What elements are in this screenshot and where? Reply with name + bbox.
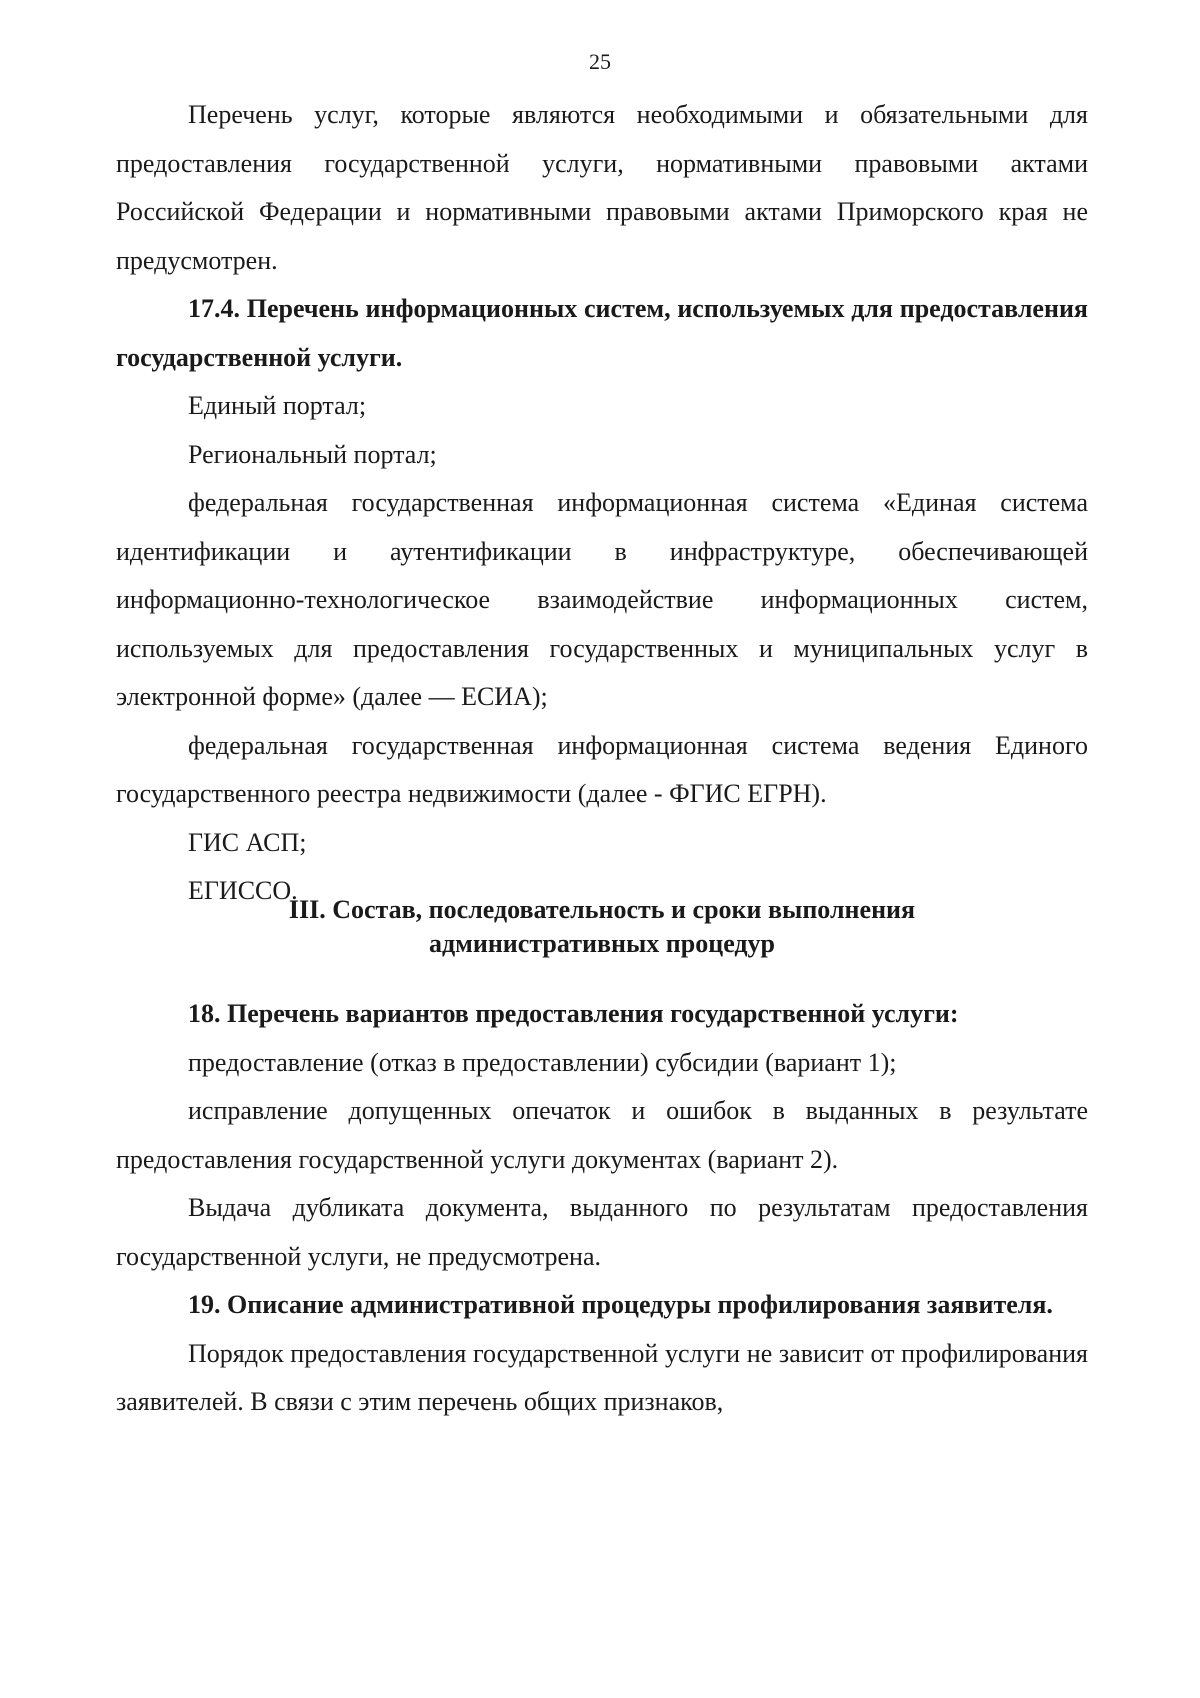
text-block-bottom xyxy=(116,990,1088,1427)
paragraph-duplicate-not-provided: Выдача дубликата документа, выданного по результатам предоставления государственной услуги, не предусмотрена. xyxy=(116,1193,1088,1271)
section-title-line-2: административных процедур xyxy=(428,929,776,958)
page-number: 25 xyxy=(589,49,611,74)
list-item-fgis-egrn: федеральная государственная информационная система ведения Единого государственного реестра недвижимости (далее - ФГИС ЕГРН). xyxy=(116,730,1088,808)
list-item-unified-portal: Единый портал; xyxy=(188,391,367,420)
variant-2-item: исправление допущенных опечаток и ошибок в выданных в результате предоставления государственной услуги документах (вариант 2). xyxy=(116,1096,1088,1174)
heading-18: 18. Перечень вариантов предоставления государственной услуги: xyxy=(188,999,959,1028)
variant-1-item: предоставление (отказ в предоставлении) субсидии (вариант 1); xyxy=(188,1047,897,1077)
paragraph-services-not-provided: Перечень услуг, которые являются необходимыми и обязательными для предоставления государственной услуги, нормативными правовыми актами Российской Федерации и нормативными правовыми актами Приморского края не предусмотрен. xyxy=(116,100,1088,275)
section-title xyxy=(116,893,1088,961)
heading-17-4: 17.4. Перечень информационных систем, используемых для предоставления государственной услуги. xyxy=(116,294,1088,372)
list-item-gis-asp: ГИС АСП; xyxy=(188,827,307,857)
list-item-egisso: ЕГИССО. xyxy=(188,876,298,905)
text-block-top xyxy=(116,91,1088,916)
paragraph-profiling: Порядок предоставления государственной услуги не зависит от профилирования заявителей. В связи с этим перечень общих признаков, xyxy=(116,1338,1088,1416)
heading-19: 19. Описание административной процедуры профилирования заявителя. xyxy=(188,1290,1053,1319)
list-item-regional-portal: Региональный портал; xyxy=(188,439,437,469)
section-title-line-1: III. Состав, последовательность и сроки выполнения xyxy=(288,895,916,924)
list-item-esia: федеральная государственная информационная система «Единая система идентификации и аутентификации в инфраструктуре, обеспечивающей информационно-технологическое взаимодействие информационных систем, используемых для предоставления государственных и муниципальных услуг в электронной форме» (далее — ЕСИА); xyxy=(116,488,1088,711)
